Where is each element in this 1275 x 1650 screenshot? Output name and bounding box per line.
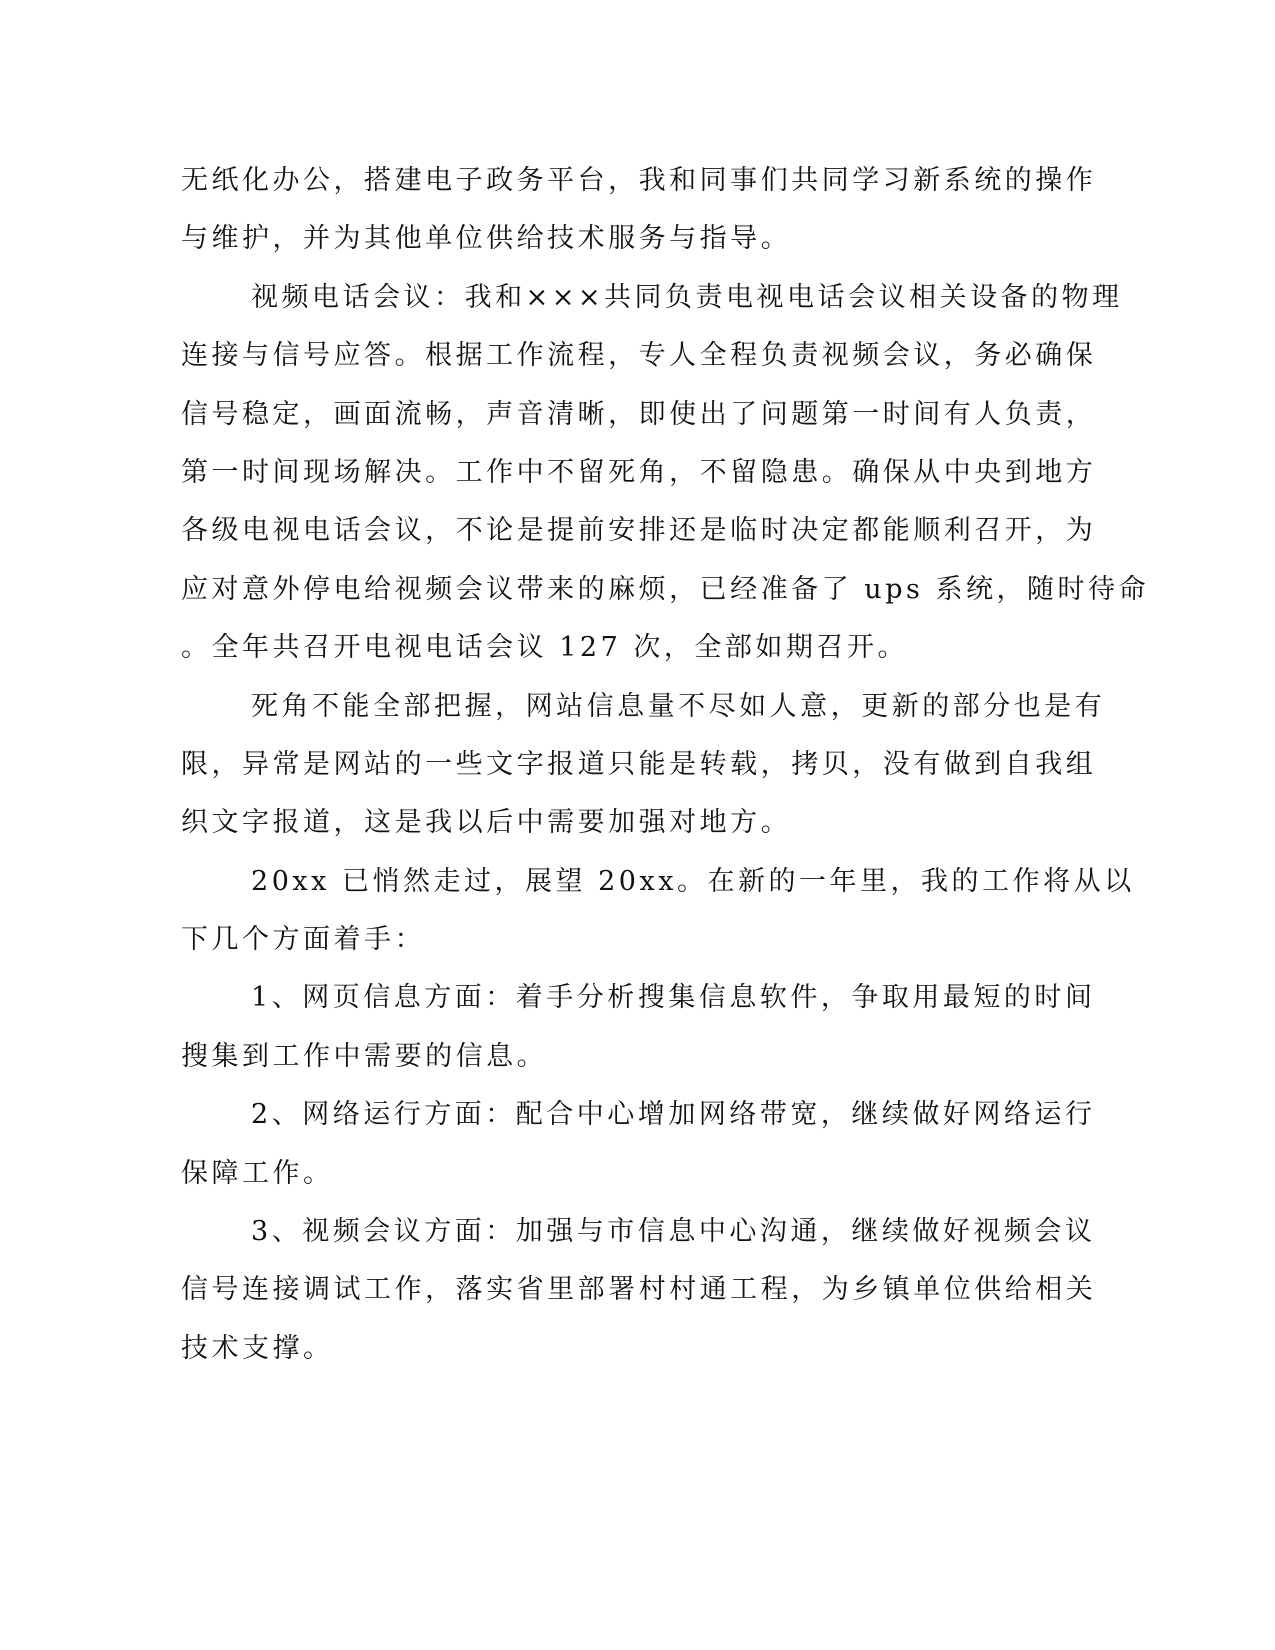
text-line: 搜集到工作中需要的信息。 <box>181 1040 548 1072</box>
text-line: 第一时间现场解决。工作中不留死角，不留隐患。确保从中央到地方 <box>181 456 1097 488</box>
text-line: 应对意外停电给视频会议带来的麻烦，已经准备了 ups 系统，随时待命 <box>181 573 1150 605</box>
text-line: 各级电视电话会议，不论是提前安排还是临时决定都能顺利召开，为 <box>181 515 1097 547</box>
text-line: 无纸化办公，搭建电子政务平台，我和同事们共同学习新系统的操作 <box>181 165 1097 196</box>
paragraph-start-line: 20xx 已悄然走过，展望 20xx。在新的一年里，我的工作将从以 <box>251 865 1135 897</box>
paragraph-start-line: 死角不能全部把握，网站信息量不尽如人意，更新的部分也是有 <box>251 690 1106 722</box>
text-line: 下几个方面着手： <box>181 924 426 956</box>
text-line: 织文字报道，这是我以后中需要加强对地方。 <box>181 807 792 839</box>
text-line: 信号稳定，画面流畅，声音清晰，即使出了问题第一时间有人负责， <box>181 398 1097 430</box>
text-line: 连接与信号应答。根据工作流程，专人全程负责视频会议，务必确保 <box>181 340 1097 372</box>
list-item-line: 2、网络运行方面：配合中心增加网络带宽，继续做好网络运行 <box>251 1099 1096 1131</box>
document-body <box>181 152 1150 1378</box>
text-line: 限，异常是网站的一些文字报道只能是转载，拷贝，没有做到自我组 <box>181 748 1097 780</box>
text-line: 。全年共召开电视电话会议 127 次，全部如期召开。 <box>181 632 908 664</box>
text-line: 保障工作。 <box>181 1157 334 1189</box>
list-item-line: 3、视频会议方面：加强与市信息中心沟通，继续做好视频会议 <box>251 1216 1096 1248</box>
text-line: 与维护，并为其他单位供给技术服务与指导。 <box>181 223 792 255</box>
text-line: 技术支撑。 <box>181 1332 334 1364</box>
paragraph-start-line: 视频电话会议：我和×××共同负责电视电话会议相关设备的物理 <box>251 281 1123 313</box>
list-item-line: 1、网页信息方面：着手分析搜集信息软件，争取用最短的时间 <box>251 982 1096 1014</box>
text-line: 信号连接调试工作，落实省里部署村村通工程，为乡镇单位供给相关 <box>181 1274 1097 1306</box>
